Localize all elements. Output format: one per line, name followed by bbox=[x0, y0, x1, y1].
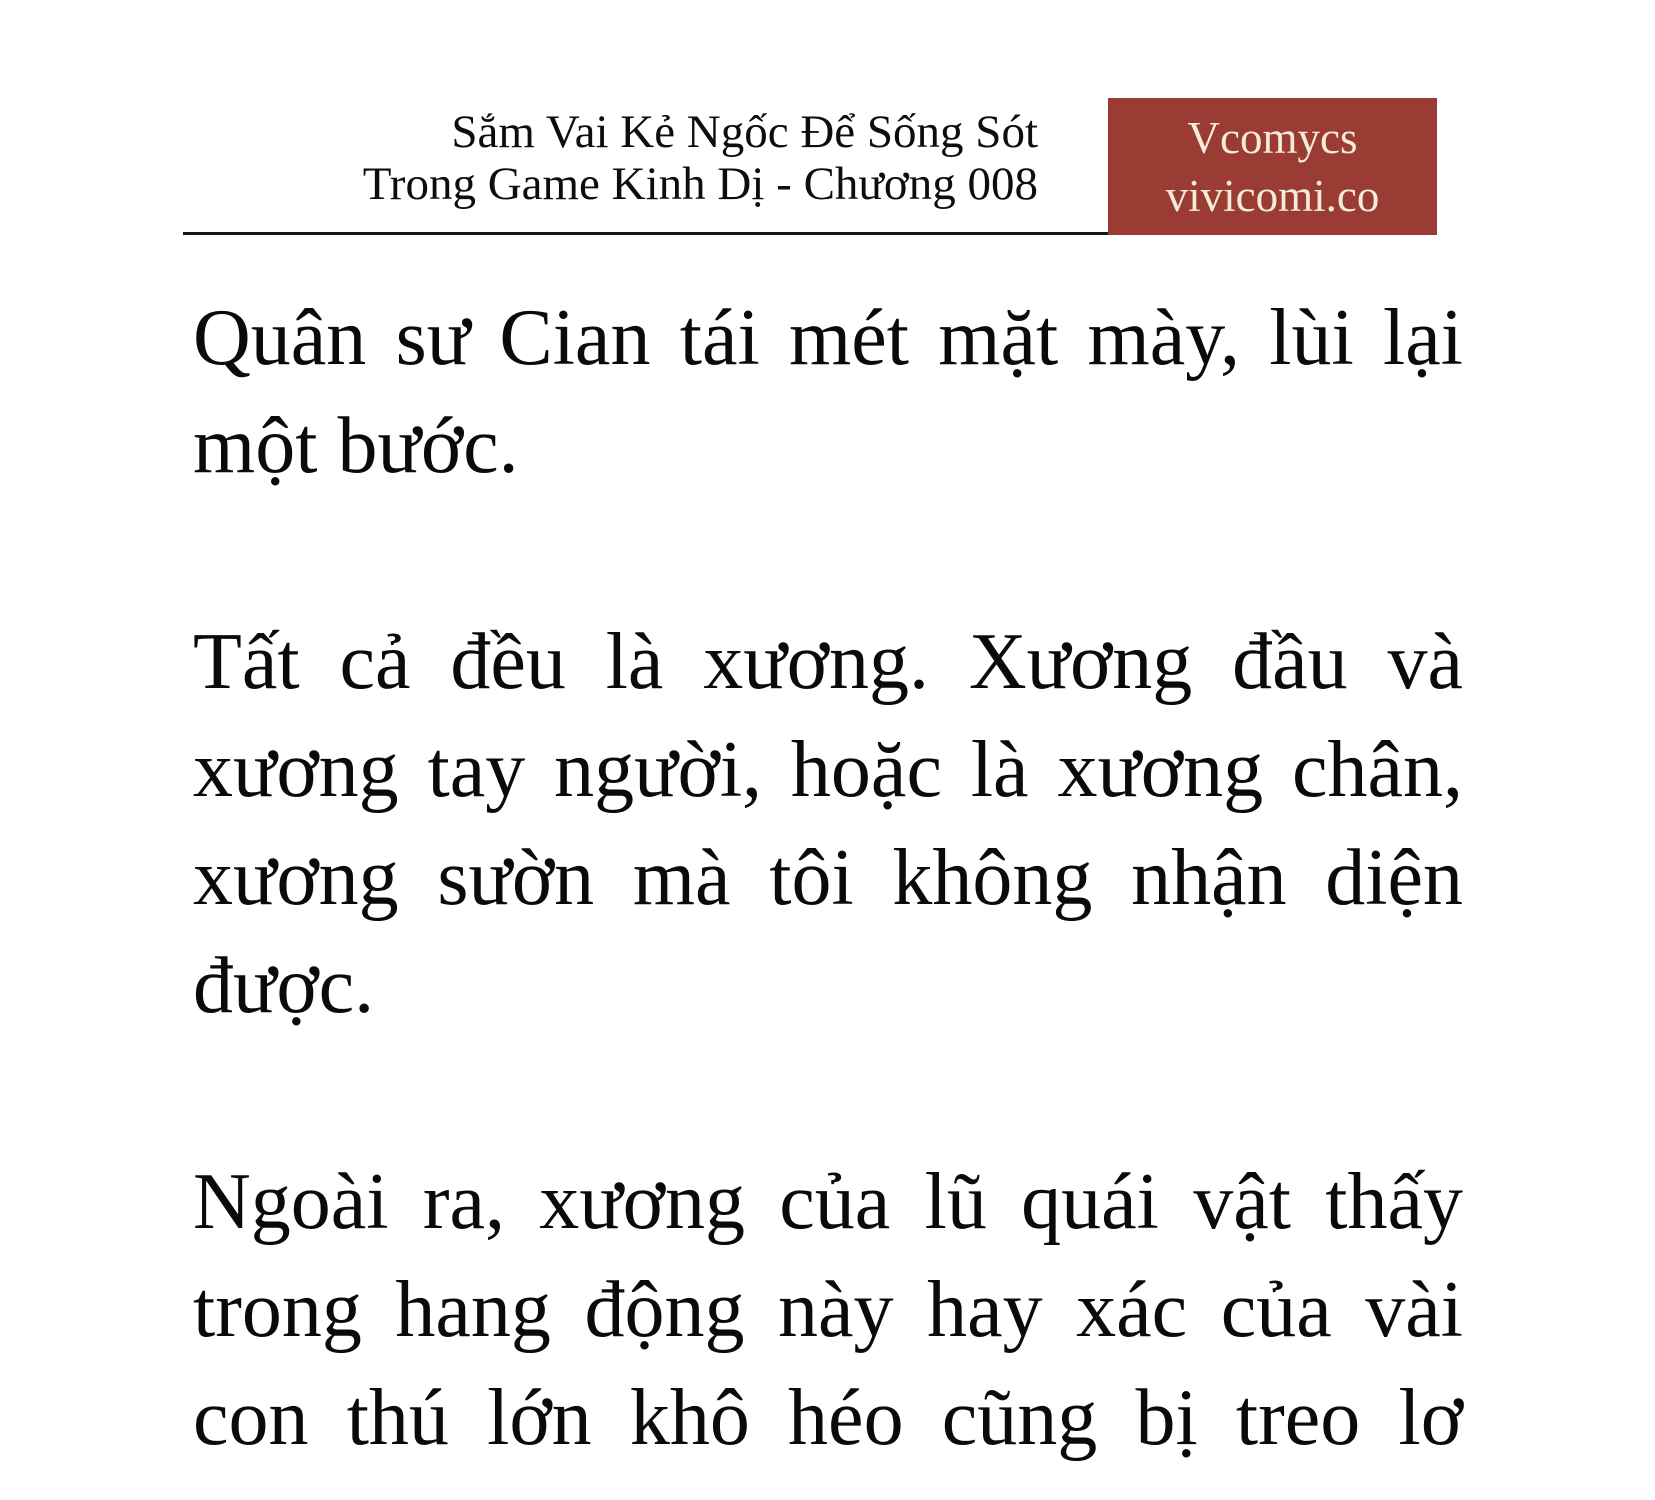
text-line: con thú lớn khô héo cũng bị treo lơ bbox=[193, 1374, 1463, 1462]
text-line: một bước. bbox=[193, 402, 519, 490]
text-line: trong hang động này hay xác của vài bbox=[193, 1266, 1463, 1354]
site-name: Vcomycs bbox=[1187, 112, 1358, 163]
text-line: Tất cả đều là xương. Xương đầu và bbox=[193, 618, 1463, 706]
paragraph bbox=[193, 1148, 1463, 1472]
text-line: được. bbox=[193, 942, 375, 1030]
paragraph bbox=[193, 284, 1463, 500]
text-line: Quân sư Cian tái mét mặt mày, lùi lại bbox=[193, 294, 1463, 382]
header-divider bbox=[183, 232, 1108, 235]
chapter-title-line2: Trong Game Kinh Dị - Chương 008 bbox=[362, 158, 1038, 210]
site-url: vivicomi.co bbox=[1165, 170, 1380, 221]
text-line: Ngoài ra, xương của lũ quái vật thấy bbox=[193, 1158, 1463, 1246]
site-watermark-box bbox=[1108, 98, 1437, 235]
text-line: xương tay người, hoặc là xương chân, bbox=[193, 726, 1463, 814]
chapter-title-line1: Sắm Vai Kẻ Ngốc Để Sống Sót bbox=[451, 106, 1038, 158]
paragraph bbox=[193, 608, 1463, 1040]
chapter-title bbox=[183, 106, 1038, 210]
paragraph-list bbox=[193, 284, 1463, 1472]
text-line: xương sườn mà tôi không nhận diện bbox=[193, 834, 1463, 922]
chapter-text bbox=[193, 284, 1463, 1472]
page-header bbox=[0, 0, 1655, 236]
